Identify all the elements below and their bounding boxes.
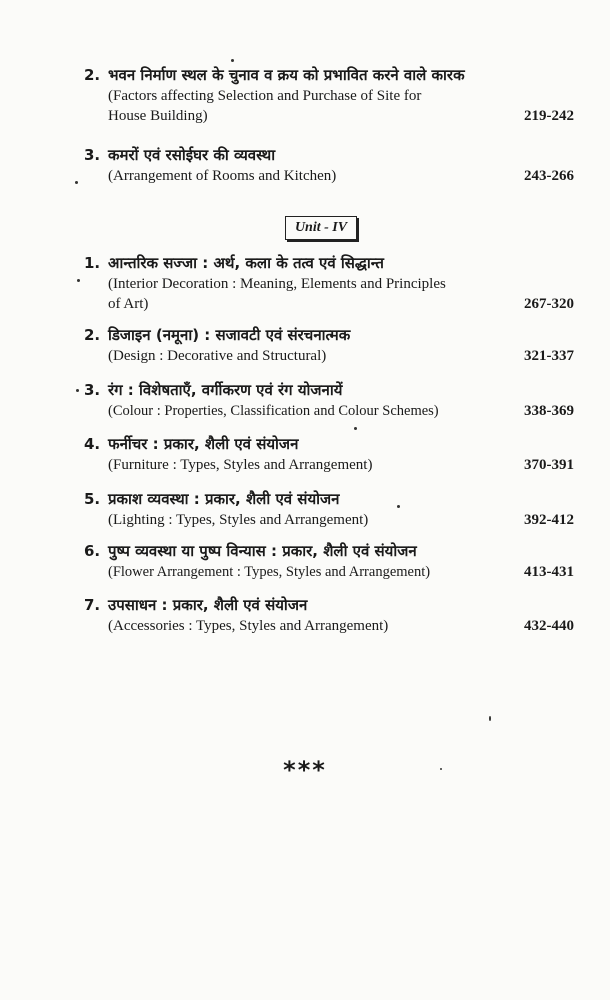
toc-entry (84, 64, 574, 126)
toc-entry-hindi-title: 5. प्रकाश व्यवस्था : प्रकार, शैली एवं संयोजन (84, 490, 340, 508)
toc-entry-english-title: (Design : Decorative and Structural) (108, 348, 327, 364)
end-mark: *** (283, 756, 327, 784)
toc-entry-english-row (108, 616, 574, 636)
toc-entry-english-row (108, 106, 574, 126)
toc-entry-english-title: of Art) (108, 296, 149, 312)
toc-entry (84, 594, 574, 636)
toc-entry-hindi-title: 2. डिजाइन (नमूना) : सजावटी एवं संरचनात्मक (84, 326, 351, 344)
scan-speck (440, 768, 442, 770)
toc-entry-english-row (108, 455, 574, 475)
toc-entry-pages: 392-412 (524, 512, 574, 528)
toc-entry-pages: 338-369 (524, 403, 574, 419)
toc-entry-pages: 321-337 (524, 348, 574, 364)
toc-entry-hindi-title: 3. रंग : विशेषताएँ, वर्गीकरण एवं रंग योजनायें (84, 381, 343, 399)
scan-speck (489, 716, 491, 721)
toc-entry-english-row (108, 346, 574, 366)
toc-entry-hindi-title: 7. उपसाधन : प्रकार, शैली एवं संयोजन (84, 596, 308, 614)
toc-entry-number: 2. (84, 326, 101, 344)
toc-entry-english-row (108, 166, 574, 186)
toc-entry-number: 7. (84, 596, 101, 614)
toc-entry-hindi-title: 2. भवन निर्माण स्थल के चुनाव व क्रय को प्रभावित करने वाले कारक (84, 66, 465, 84)
toc-entry (84, 324, 574, 366)
toc-entry-english-row (108, 401, 574, 421)
toc-entry-english-row (108, 562, 574, 582)
toc-entry (84, 144, 574, 186)
toc-entry-pages: 413-431 (524, 564, 574, 580)
scan-speck (76, 389, 79, 392)
toc-entry-english-title: (Flower Arrangement : Types, Styles and Arrangement) (108, 564, 431, 580)
toc-entry-hindi-title: 1. आन्तरिक सज्जा : अर्थ, कला के तत्व एवं सिद्धान्त (84, 254, 384, 272)
toc-entry-english-title: (Arrangement of Rooms and Kitchen) (108, 168, 337, 184)
toc-entry-english-title: (Lighting : Types, Styles and Arrangement) (108, 512, 369, 528)
toc-entry (84, 379, 574, 421)
toc-entry-pages: 219-242 (524, 108, 574, 124)
toc-entry-english-title: (Accessories : Types, Styles and Arrangement) (108, 618, 389, 634)
toc-entry-pages: 432-440 (524, 618, 574, 634)
toc-entry-number: 3. (84, 146, 101, 164)
toc-entry-pages: 267-320 (524, 296, 574, 312)
toc-entry-english-title: (Factors affecting Selection and Purchase of Site for (108, 88, 422, 104)
toc-entry-hindi-title: 6. पुष्प व्यवस्था या पुष्प विन्यास : प्रकार, शैली एवं संयोजन (84, 542, 417, 560)
toc-entry (84, 252, 574, 314)
toc-entry-number: 6. (84, 542, 101, 560)
toc-entry-hindi-title: 3. कमरों एवं रसोईघर की व्यवस्था (84, 146, 276, 164)
toc-entry-number: 3. (84, 381, 101, 399)
toc-entry-number: 1. (84, 254, 101, 272)
toc-entry (84, 488, 574, 530)
toc-entry-pages: 370-391 (524, 457, 574, 473)
unit-heading: Unit - IV (285, 216, 357, 240)
scan-speck (77, 279, 80, 282)
toc-entry-number: 5. (84, 490, 101, 508)
toc-entry-english-title: (Furniture : Types, Styles and Arrangement) (108, 457, 373, 473)
toc-entry-english-row (108, 510, 574, 530)
toc-entry-english-title: (Colour : Properties, Classification and Colour Schemes) (108, 403, 439, 419)
toc-entry-hindi-title: 4. फर्नीचर : प्रकार, शैली एवं संयोजन (84, 435, 299, 453)
scan-speck (231, 59, 234, 62)
toc-entry-pages: 243-266 (524, 168, 574, 184)
toc-entry (84, 433, 574, 475)
toc-entry-english-title: House Building) (108, 108, 208, 124)
scan-speck (75, 181, 78, 184)
toc-entry-english-row (108, 294, 574, 314)
toc-entry (84, 540, 574, 582)
toc-entry-number: 4. (84, 435, 101, 453)
scan-speck (354, 427, 357, 430)
toc-entry-english-title: (Interior Decoration : Meaning, Elements and Principles (108, 276, 446, 292)
toc-entry-number: 2. (84, 66, 101, 84)
scan-speck (397, 505, 400, 508)
